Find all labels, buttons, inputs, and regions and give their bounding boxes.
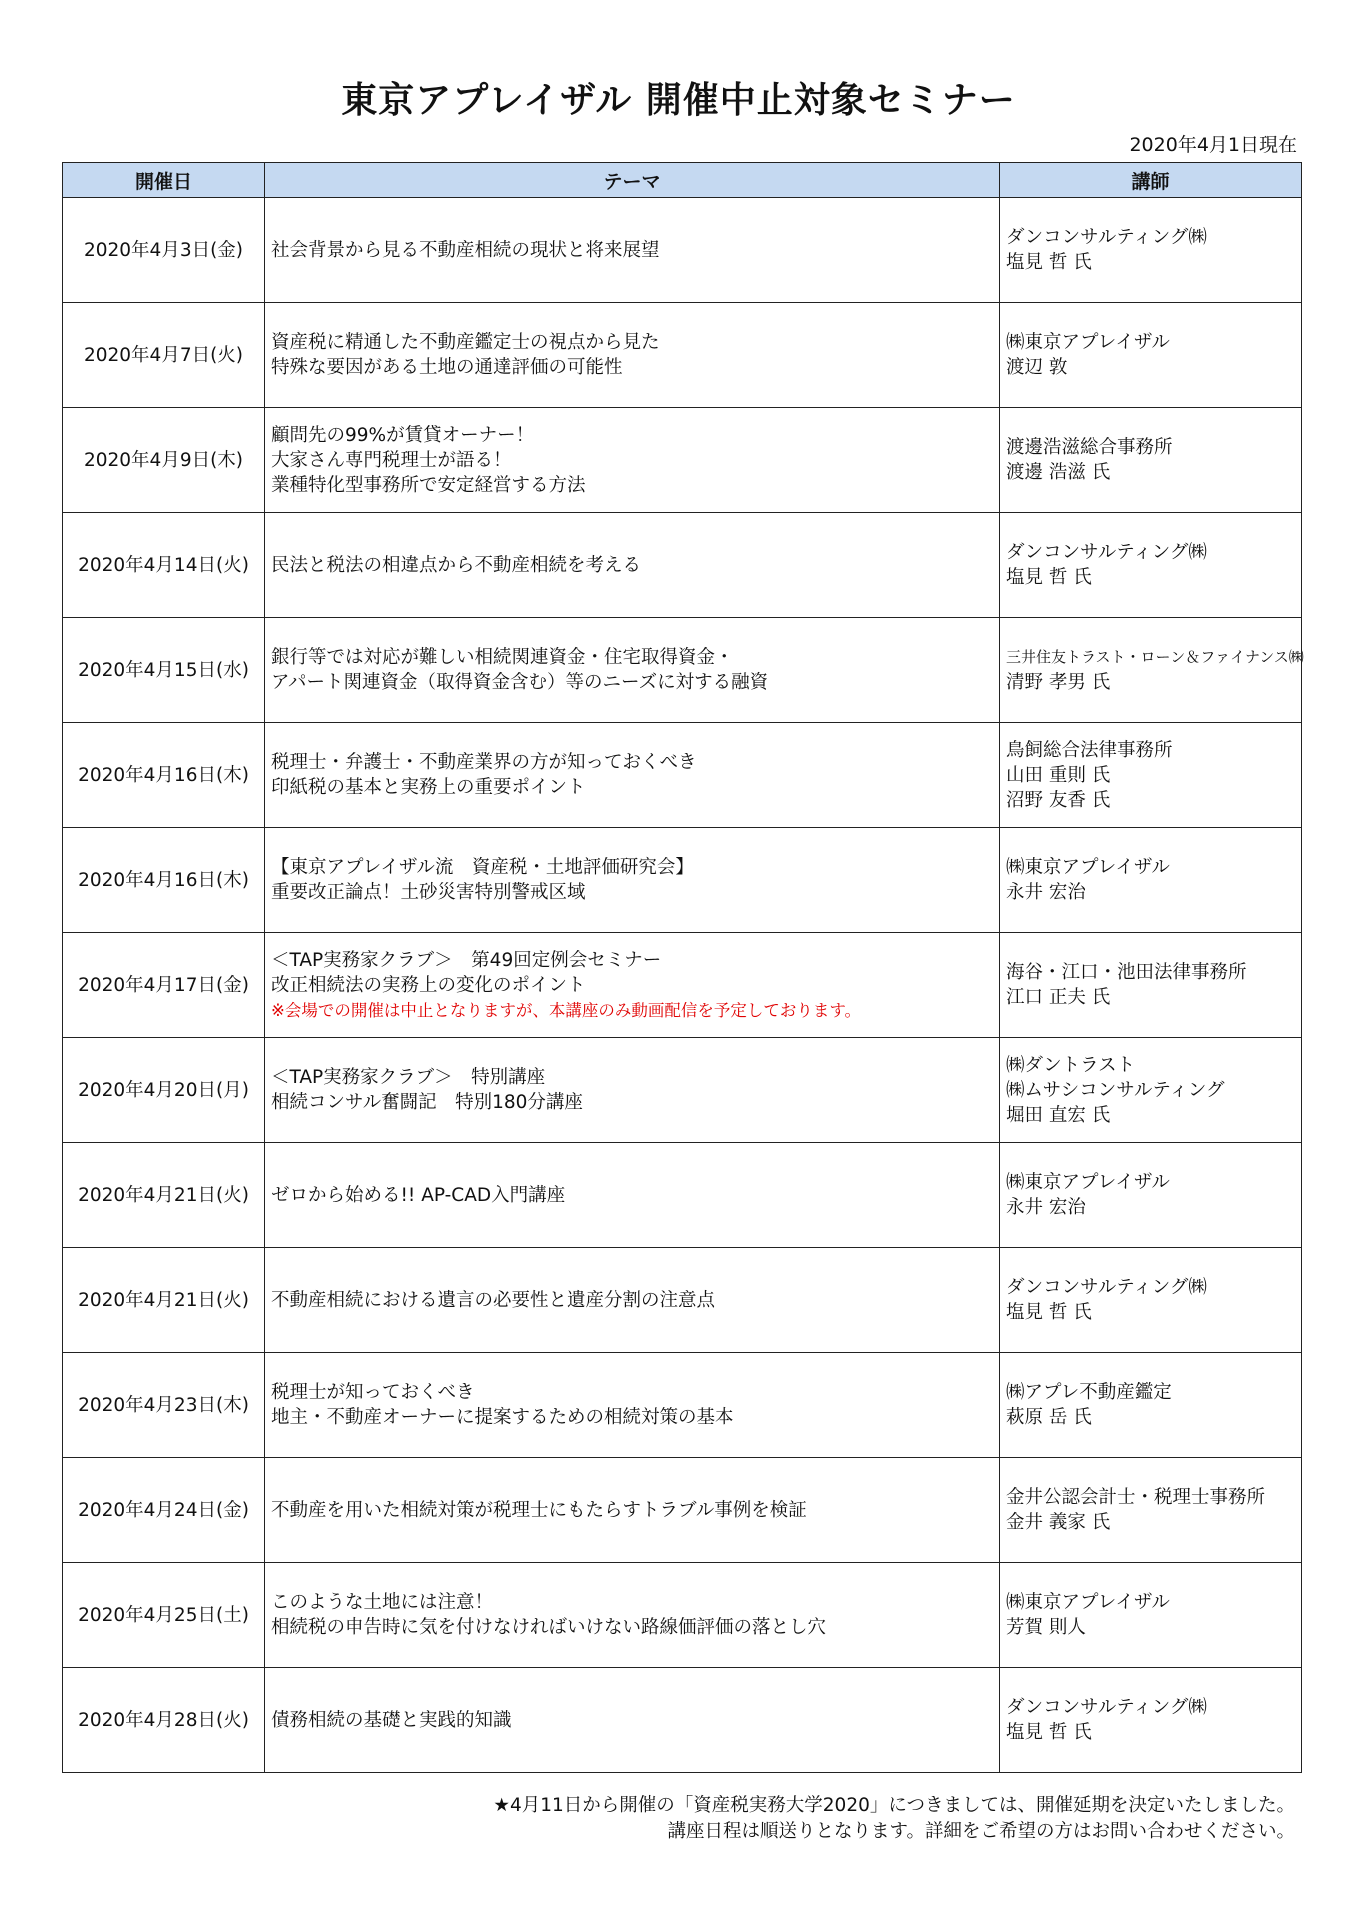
lecturer-line: 塩見 哲 氏 [1006, 252, 1092, 273]
theme-line: 不動産相続における遺言の必要性と遺産分割の注意点 [271, 1289, 716, 1311]
seminar-date: 2020年4月20日(月) [63, 1038, 265, 1143]
seminar-lecturer [1000, 723, 1302, 828]
seminar-theme [265, 408, 1000, 513]
seminar-lecturer [1000, 828, 1302, 933]
theme-line: 税理士が知っておくべき [271, 1382, 475, 1403]
table-row [63, 828, 1302, 933]
table-row [63, 1668, 1302, 1773]
seminar-date: 2020年4月7日(火) [63, 303, 265, 408]
theme-line: 民法と税法の相違点から不動産相続を考える [271, 554, 642, 576]
table-row [63, 513, 1302, 618]
seminar-lecturer [1000, 1668, 1302, 1773]
lecturer-line: ㈱東京アプレイザル [1006, 1172, 1170, 1193]
lecturer-line: 渡邊浩滋総合事務所 [1006, 437, 1173, 458]
theme-line: アパート関連資金（取得資金含む）等のニーズに対する融資 [271, 672, 769, 693]
table-row [63, 198, 1302, 303]
lecturer-line: 沼野 友香 氏 [1006, 789, 1111, 811]
seminar-date: 2020年4月28日(火) [63, 1668, 265, 1773]
seminar-lecturer [1000, 1353, 1302, 1458]
lecturer-line: ダンコンサルティング㈱ [1006, 542, 1207, 563]
theme-line: 相続コンサル奮闘記 特別180分講座 [271, 1092, 583, 1113]
seminar-date: 2020年4月9日(木) [63, 408, 265, 513]
theme-line: 債務相続の基礎と実践的知識 [271, 1709, 512, 1731]
theme-line: 重要改正論点！土砂災害特別警戒区域 [271, 882, 586, 903]
seminar-theme [265, 828, 1000, 933]
seminar-theme [265, 1563, 1000, 1668]
seminar-date: 2020年4月24日(金) [63, 1458, 265, 1563]
lecturer-line: 山田 重則 氏 [1006, 764, 1111, 786]
lecturer-line: 金井公認会計士・税理士事務所 [1006, 1487, 1266, 1508]
theme-line: ＜TAP実務家クラブ＞ 特別講座 [271, 1067, 546, 1088]
table-row [63, 1038, 1302, 1143]
seminar-lecturer [1000, 933, 1302, 1038]
table-row [63, 408, 1302, 513]
lecturer-line: 芳賀 則人 [1006, 1617, 1086, 1638]
table-row [63, 1563, 1302, 1668]
seminar-lecturer [1000, 303, 1302, 408]
lecturer-line: ㈱ダントラスト [1006, 1054, 1136, 1076]
theme-line: 相続税の申告時に気を付けなければいけない路線価評価の落とし穴 [271, 1617, 827, 1638]
seminar-lecturer [1000, 618, 1302, 723]
seminar-date: 2020年4月21日(火) [63, 1248, 265, 1353]
seminar-theme [265, 1353, 1000, 1458]
seminar-theme [265, 933, 1000, 1038]
lecturer-line: 萩原 岳 氏 [1006, 1407, 1092, 1428]
lecturer-line: ㈱ムサシコンサルティング [1006, 1079, 1225, 1101]
seminar-theme [265, 198, 1000, 303]
seminar-lecturer [1000, 198, 1302, 303]
page-title: 東京アプレイザル 開催中止対象セミナー [341, 80, 1016, 121]
lecturer-line: 金井 義家 氏 [1006, 1512, 1111, 1533]
lecturer-line: 三井住友トラスト・ローン＆ファイナンス㈱ [1006, 648, 1304, 666]
notice-text: ※会場での開催は中止となりますが、本講座のみ動画配信を予定しております。 [271, 1000, 862, 1020]
seminar-theme [265, 723, 1000, 828]
seminar-lecturer [1000, 1248, 1302, 1353]
seminar-date: 2020年4月25日(土) [63, 1563, 265, 1668]
theme-line: 社会背景から見る不動産相続の現状と将来展望 [271, 239, 660, 261]
theme-line: 税理士・弁護士・不動産業界の方が知っておくべき [271, 752, 697, 773]
footer-note [493, 1793, 1295, 1845]
seminar-theme [265, 1038, 1000, 1143]
seminar-date: 2020年4月16日(木) [63, 828, 265, 933]
lecturer-line: 清野 孝男 氏 [1006, 672, 1111, 693]
theme-line: ゼロから始める!! AP-CAD入門講座 [271, 1184, 566, 1206]
table-row [63, 1458, 1302, 1563]
seminar-theme [265, 513, 1000, 618]
seminar-theme [265, 1248, 1000, 1353]
footer-line: ★4月11日から開催の「資産税実務大学2020」につきましては、開催延期を決定いたしました。 [493, 1795, 1295, 1816]
header-lecturer: 講師 [1000, 163, 1302, 198]
lecturer-line: 江口 正夫 氏 [1006, 987, 1111, 1008]
theme-line: 銀行等では対応が難しい相続関連資金・住宅取得資金・ [271, 647, 734, 668]
seminar-theme [265, 303, 1000, 408]
lecturer-line: ダンコンサルティング㈱ [1006, 227, 1207, 248]
table-header-row [63, 163, 1302, 198]
seminar-theme [265, 618, 1000, 723]
theme-line: 大家さん専門税理士が語る！ [271, 449, 512, 471]
lecturer-line: 海谷・江口・池田法律事務所 [1006, 962, 1247, 983]
lecturer-line: 渡辺 敦 [1006, 357, 1068, 378]
as-of-date: 2020年4月1日現在 [1129, 134, 1297, 156]
lecturer-line: 塩見 哲 氏 [1006, 1302, 1092, 1323]
seminar-date: 2020年4月23日(木) [63, 1353, 265, 1458]
table-row [63, 303, 1302, 408]
theme-line: 【東京アプレイザル流 資産税・土地評価研究会】 [271, 857, 694, 878]
lecturer-line: 堀田 直宏 氏 [1006, 1104, 1111, 1126]
seminar-date: 2020年4月3日(金) [63, 198, 265, 303]
seminar-lecturer [1000, 1458, 1302, 1563]
lecturer-line: ㈱東京アプレイザル [1006, 857, 1170, 878]
lecturer-line: 塩見 哲 氏 [1006, 567, 1092, 588]
table-row [63, 1248, 1302, 1353]
lecturer-line: ダンコンサルティング㈱ [1006, 1697, 1207, 1718]
seminar-theme [265, 1143, 1000, 1248]
theme-line: 顧問先の99%が賃貸オーナー！ [271, 424, 535, 446]
table-row [63, 933, 1302, 1038]
seminar-lecturer [1000, 513, 1302, 618]
theme-line: 特殊な要因がある土地の通達評価の可能性 [271, 357, 623, 378]
table-row [63, 1143, 1302, 1248]
lecturer-line: 塩見 哲 氏 [1006, 1722, 1092, 1743]
seminar-date: 2020年4月14日(火) [63, 513, 265, 618]
theme-line: 業種特化型事務所で安定経営する方法 [271, 474, 586, 496]
theme-line: このような土地には注意！ [271, 1592, 494, 1613]
seminar-lecturer [1000, 1563, 1302, 1668]
header-date: 開催日 [63, 163, 265, 198]
table-row [63, 1353, 1302, 1458]
lecturer-line: 永井 宏治 [1006, 882, 1086, 903]
seminar-date: 2020年4月17日(金) [63, 933, 265, 1038]
theme-line: ＜TAP実務家クラブ＞ 第49回定例会セミナー [271, 949, 662, 971]
seminar-table [62, 162, 1302, 1773]
theme-line: 資産税に精通した不動産鑑定士の視点から見た [271, 332, 660, 353]
seminar-lecturer [1000, 408, 1302, 513]
footer-line: 講座日程は順送りとなります。詳細をご希望の方はお問い合わせください。 [667, 1821, 1295, 1842]
lecturer-line: 渡邊 浩滋 氏 [1006, 462, 1111, 483]
lecturer-line: ダンコンサルティング㈱ [1006, 1277, 1207, 1298]
seminar-rows [63, 198, 1302, 1773]
lecturer-line: ㈱東京アプレイザル [1006, 1592, 1170, 1613]
seminar-lecturer [1000, 1038, 1302, 1143]
seminar-theme [265, 1668, 1000, 1773]
lecturer-line: 鳥飼総合法律事務所 [1006, 739, 1173, 761]
theme-line: 改正相続法の実務上の変化のポイント [271, 974, 586, 996]
table-row [63, 723, 1302, 828]
seminar-date: 2020年4月21日(火) [63, 1143, 265, 1248]
lecturer-line: ㈱東京アプレイザル [1006, 332, 1170, 353]
seminar-date: 2020年4月16日(木) [63, 723, 265, 828]
lecturer-line: ㈱アプレ不動産鑑定 [1006, 1382, 1172, 1403]
theme-line: 不動産を用いた相続対策が税理士にもたらすトラブル事例を検証 [271, 1499, 807, 1521]
theme-line: 印紙税の基本と実務上の重要ポイント [271, 777, 586, 798]
table-row [63, 618, 1302, 723]
seminar-theme [265, 1458, 1000, 1563]
header-theme: テーマ [265, 163, 1000, 198]
theme-line: 地主・不動産オーナーに提案するための相続対策の基本 [271, 1407, 734, 1428]
lecturer-line: 永井 宏治 [1006, 1197, 1086, 1218]
seminar-lecturer [1000, 1143, 1302, 1248]
seminar-date: 2020年4月15日(水) [63, 618, 265, 723]
